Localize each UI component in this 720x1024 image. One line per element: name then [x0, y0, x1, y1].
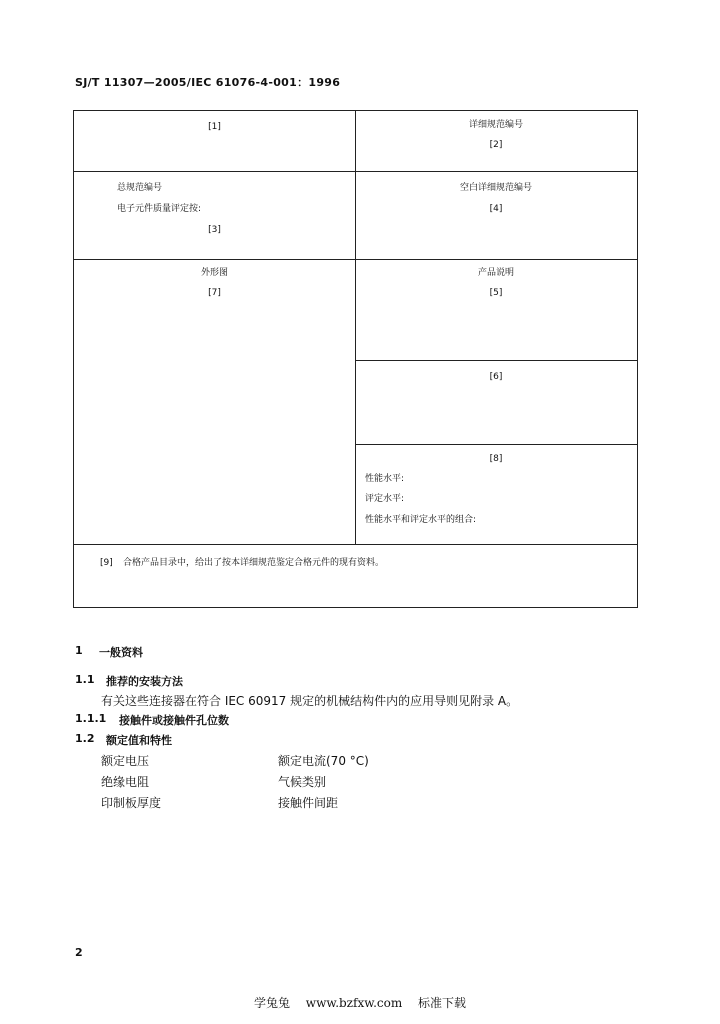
rating-left-item: 绝缘电阻 [101, 775, 150, 789]
form-vertical-divider [355, 111, 356, 544]
section-1-title: 一般资料 [99, 646, 143, 659]
cell-8-ref: [8] [489, 454, 503, 464]
cell-3-ref: [3] [208, 225, 221, 235]
page-number: 2 [75, 946, 83, 959]
cell-9-text: 合格产品目录中，给出了按本详细规范鉴定合格元件的现有资料。 [123, 558, 385, 568]
cell-3-line1: 总规范编号 [117, 183, 163, 193]
rating-right-item: 额定电流(70 °C) [278, 754, 369, 768]
section-1-1-title: 推荐的安装方法 [106, 675, 183, 688]
section-1-1-text: 有关这些连接器在符合 IEC 60917 规定的机械结构件内的应用导则见附录 A。 [101, 694, 519, 708]
cell-2-title: 详细规范编号 [468, 120, 523, 130]
rating-right-item: 接触件间距 [278, 796, 339, 810]
cell-8-line3: 性能水平和评定水平的组合: [365, 515, 477, 525]
section-1-number: 1 [75, 644, 83, 657]
cell-7-title: 外形图 [200, 268, 228, 278]
footer-url-link[interactable]: www.bzfxw.com [305, 996, 403, 1010]
cell-4-title: 空白详细规范编号 [459, 183, 532, 193]
cell-5-ref: [5] [489, 288, 503, 298]
section-1-1-number: 1.1 [75, 673, 95, 686]
form-row-divider-3 [74, 544, 637, 545]
cell-8-line2: 评定水平: [365, 494, 405, 504]
form-row-divider-2 [74, 259, 637, 260]
rating-left-item: 印制板厚度 [101, 796, 162, 810]
section-1-2-number: 1.2 [75, 732, 95, 745]
cell-6-ref: [6] [489, 372, 503, 382]
footer-watermark [0, 994, 720, 1011]
cell-5-title: 产品说明 [477, 268, 514, 278]
cell-3-line2: 电子元件质量评定按: [117, 204, 202, 214]
footer-slogan: 标准下载 [418, 996, 467, 1010]
section-1-1-1-number: 1.1.1 [75, 712, 107, 725]
cell-2-ref: [2] [489, 140, 503, 150]
standard-code-header: SJ/T 11307—2005/IEC 61076-4-001：1996 [75, 76, 341, 89]
section-1-1-1-title: 接触件或接触件孔位数 [119, 714, 229, 727]
cell-7-ref: [7] [208, 288, 221, 298]
cell-9-ref: [9] [100, 558, 113, 568]
rating-right-item: 气候类别 [278, 775, 327, 789]
footer-site-name: 学兔兔 [253, 996, 290, 1010]
spec-form-table [73, 110, 638, 608]
form-right-divider-2 [355, 444, 637, 445]
cell-4-ref: [4] [489, 204, 503, 214]
form-row-divider-1 [74, 171, 637, 172]
cell-1-ref: [1] [208, 122, 221, 132]
rating-left-item: 额定电压 [101, 754, 150, 768]
form-right-divider-1 [355, 360, 637, 361]
cell-8-line1: 性能水平: [365, 474, 405, 484]
section-1-2-title: 额定值和特性 [106, 734, 172, 747]
